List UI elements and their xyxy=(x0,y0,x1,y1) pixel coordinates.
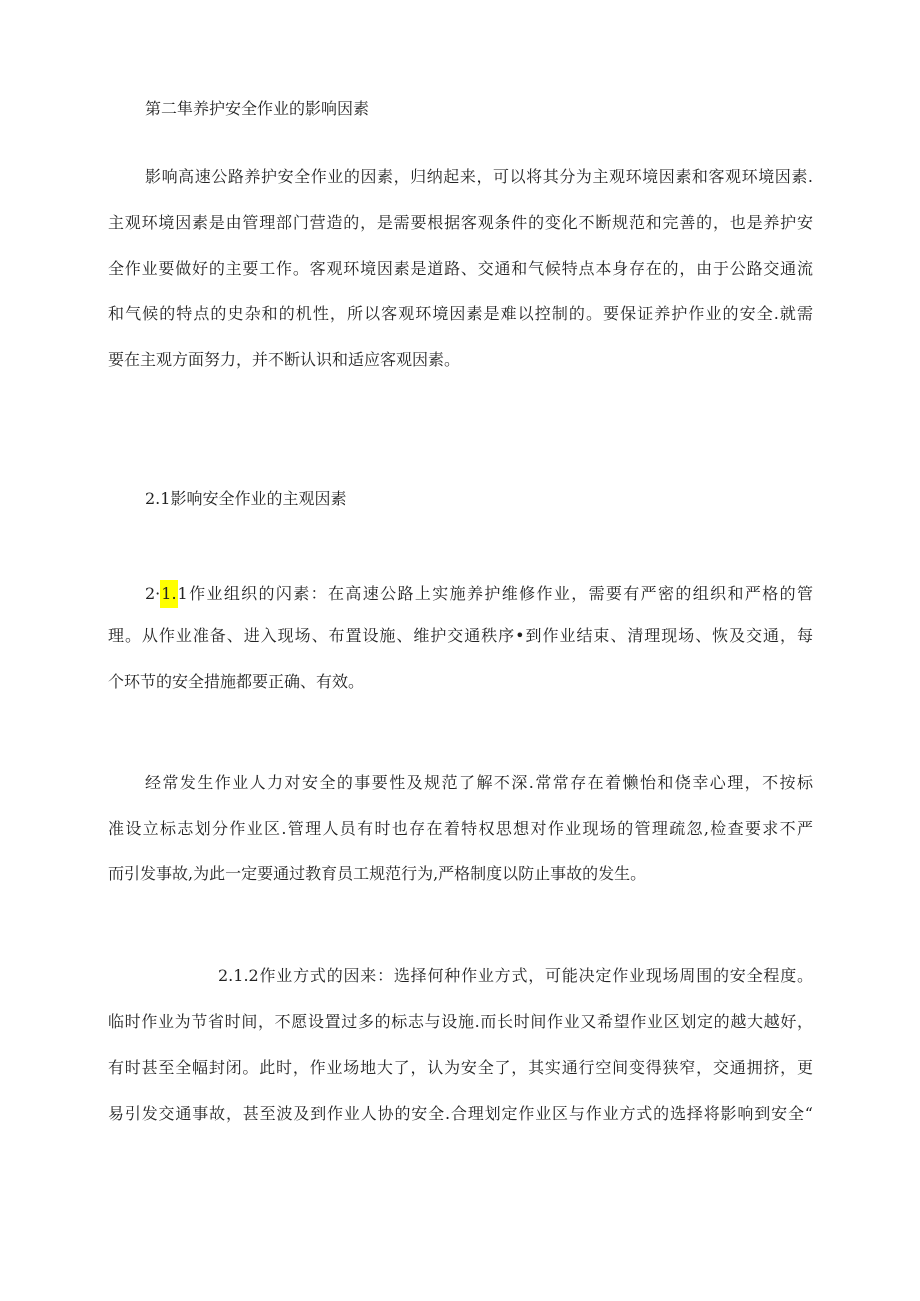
item-2-1-2-line-1: 2.1.2作业方式的因来：选择何种作业方式，可能决定作业现场周围的安全程度。 xyxy=(218,966,813,985)
item-2-1-2-line-4: 易引发交通事故，甚至波及到作业人协的安全.合理划定作业区与作业方式的选择将影响到安全“ xyxy=(108,1104,813,1123)
chapter-title: 第二隼养护安全作业的影响因素 xyxy=(145,99,370,118)
intro-line-5: 要在主观方面努力，并不断认识和适应客观因素。 xyxy=(108,350,461,369)
section-title: 2.1影响安全作业的主观因素 xyxy=(145,489,347,508)
item-2-1-1-rest: 1作业组织的闪素：在高速公路上实施养护维修作业，需要有严密的组织和严格的管 xyxy=(177,584,813,603)
intro-line-2: 主观环境因素是由管理部门营造的，是需要根据客观条件的变化不断规范和完善的，也是养护安 xyxy=(108,213,813,232)
item-2-1-1-prefix: 2· xyxy=(145,584,161,603)
item-2-1-2-line-2: 临时作业为节省时间，不愿设置过多的标志与设施.而长时间作业又希望作业区划定的越大越好， xyxy=(108,1012,813,1031)
item-2-1-1-line-3: 个环节的安全措施都要正确、有效。 xyxy=(108,672,365,691)
intro-line-3: 全作业要做好的主要工作。客观环境因素是道路、交通和气候特点本身存在的，由于公路交通流 xyxy=(108,259,813,278)
intro-line-4: 和气候的特点的史杂和的机性，所以客观环境因素是难以控制的。要保证养护作业的安全.就需 xyxy=(108,304,813,323)
highlighted-text: 1. xyxy=(160,580,177,608)
workers-line-3: 而引发事故,为此一定要通过教育员工规范行为,严格制度以防止事故的发生。 xyxy=(108,864,647,883)
workers-line-1: 经常发生作业人力对安全的事要性及规范了解不深.常常存在着懒怡和侥幸心理，不按标 xyxy=(145,773,813,792)
intro-line-1: 影响高速公路养护安全作业的因素，归纳起来，可以将其分为主观环境因素和客观环境因素. xyxy=(145,167,813,186)
item-2-1-2-line-3: 有时甚至全幅封闭。此时，作业场地大了，认为安全了，其实通行空间变得狭窄，交通拥挤，更 xyxy=(108,1058,813,1077)
workers-line-2: 准设立标志划分作业区.管理人员有时也存在着特权思想对作业现场的管理疏忽,检查要求不严 xyxy=(108,819,813,838)
item-2-1-1-line-2: 理。从作业准备、进入现场、布置设施、维护交通秩序•到作业结束、清理现场、恢及交通，每 xyxy=(108,626,813,645)
item-2-1-1-line-1 xyxy=(145,580,813,608)
